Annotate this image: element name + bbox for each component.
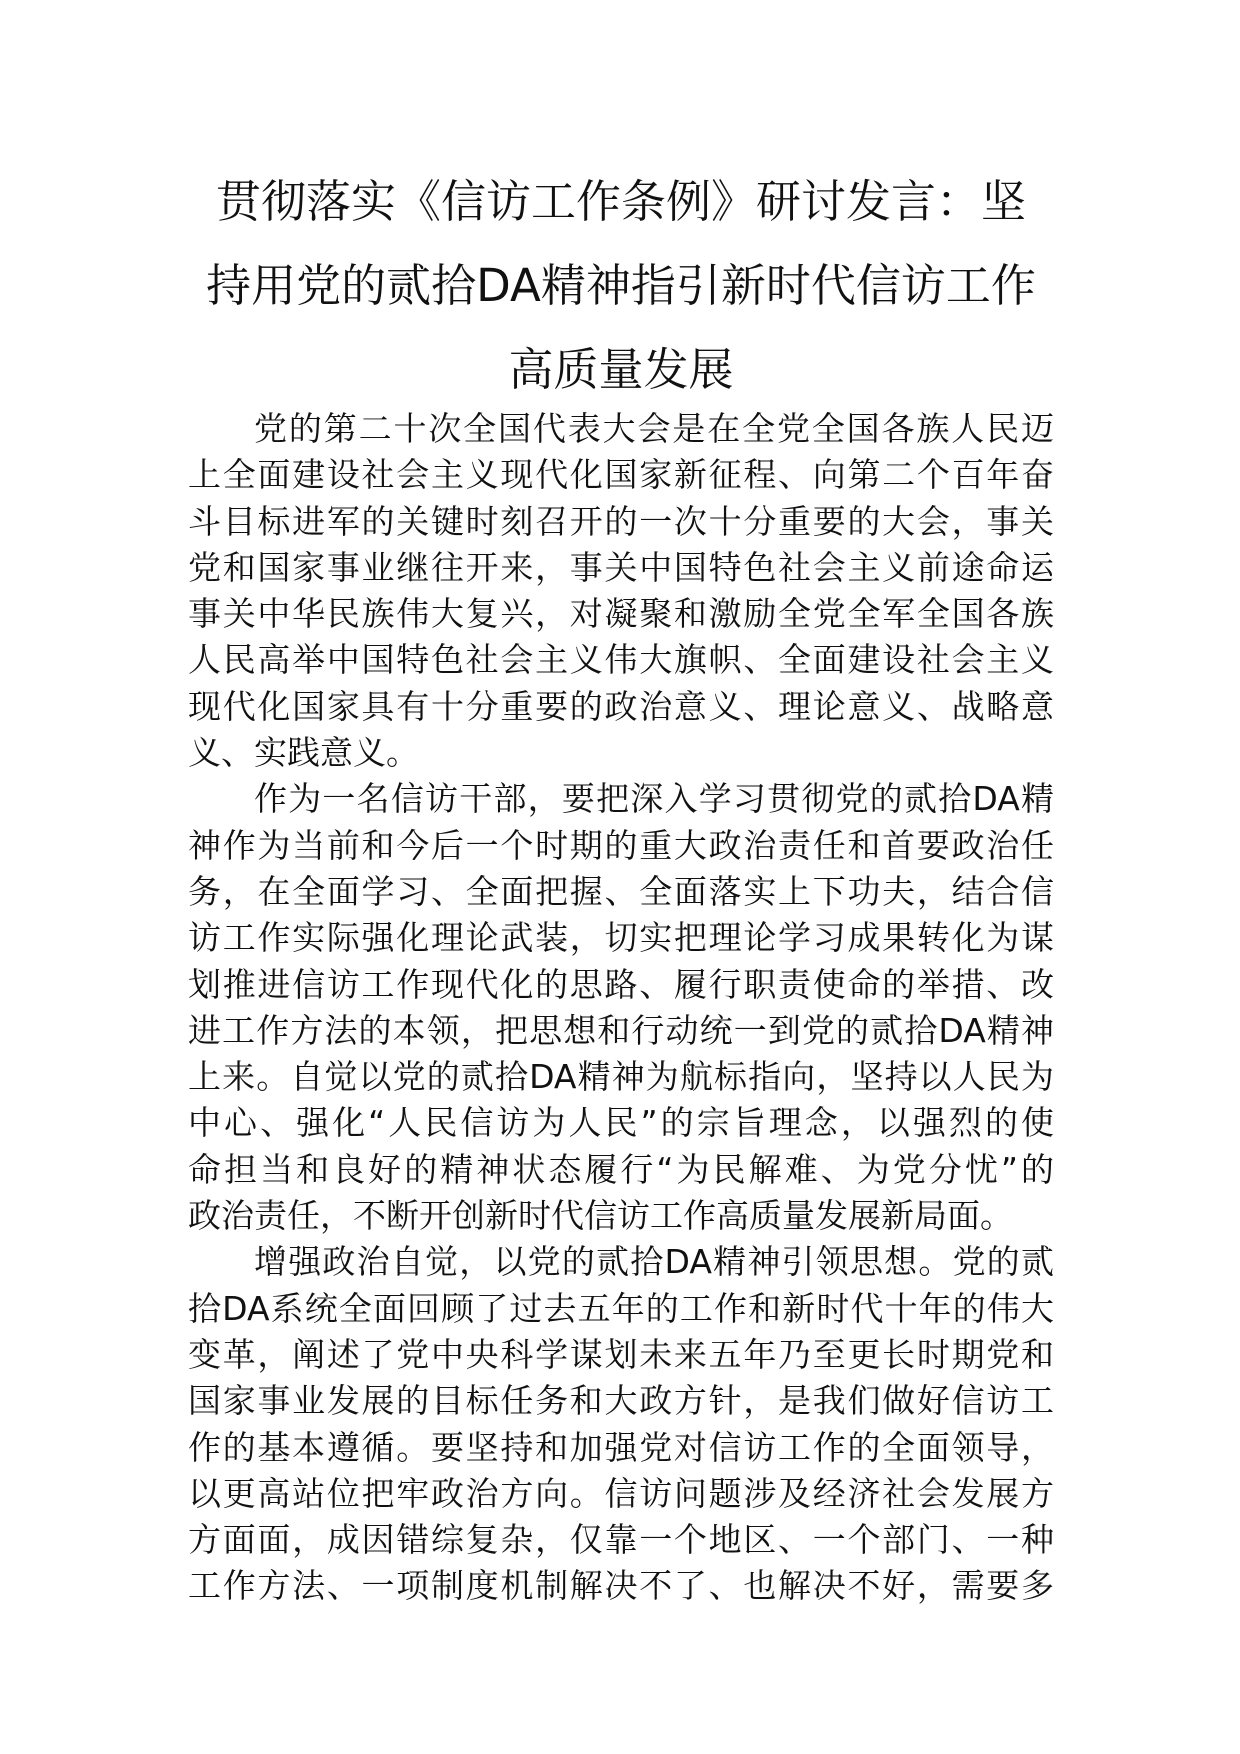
paragraph-line: 政治责任，不断开创新时代信访工作高质量发展新局面。 (188, 1196, 1013, 1236)
paragraph-line: 拾DA系统全面回顾了过去五年的工作和新时代十年的伟大 (188, 1288, 1054, 1328)
paragraph-line: 作的基本遵循。要坚持和加强党对信访工作的全面领导， (188, 1427, 1054, 1467)
paragraph-line: 事关中华民族伟大复兴，对凝聚和激励全党全军全国各族 (188, 594, 1054, 634)
paragraph-line: 增强政治自觉，以党的贰拾DA精神引领思想。党的贰 (254, 1242, 1054, 1282)
paragraph-line: 务，在全面学习、全面把握、全面落实上下功夫，结合信 (188, 871, 1054, 911)
paragraph-line: 工作方法、一项制度机制解决不了、也解决不好，需要多 (188, 1566, 1054, 1606)
document-title (188, 160, 1054, 412)
paragraph-line: 斗目标进军的关键时刻召开的一次十分重要的大会，事关 (188, 501, 1054, 541)
paragraph-line: 党的第二十次全国代表大会是在全党全国各族人民迈 (254, 409, 1054, 448)
paragraph-line: 国家事业发展的目标任务和大政方针，是我们做好信访工 (188, 1381, 1054, 1421)
paragraph-line: 访工作实际强化理论武装，切实把理论学习成果转化为谋 (188, 918, 1054, 958)
paragraph-line: 方面面，成因错综复杂，仅靠一个地区、一个部门、一种 (188, 1520, 1054, 1560)
paragraph-3 (188, 1239, 1054, 1609)
paragraph-line: 命担当和良好的精神状态履行“为民解难、为党分忧”的 (188, 1149, 1054, 1189)
title-line-2: 持用党的贰拾DA精神指引新时代信访工作 (206, 259, 1036, 312)
paragraph-2 (188, 776, 1054, 1239)
title-line-3: 高质量发展 (508, 343, 734, 396)
paragraph-line: 党和国家事业继往开来，事关中国特色社会主义前途命运 (188, 547, 1054, 587)
paragraph-line: 作为一名信访干部，要把深入学习贯彻党的贰拾DA精 (254, 779, 1054, 819)
paragraph-line: 现代化国家具有十分重要的政治意义、理论意义、战略意 (188, 686, 1054, 726)
title-line-1: 贯彻落实《信访工作条例》研讨发言：坚 (215, 175, 1026, 228)
paragraph-1 (188, 406, 1054, 776)
paragraph-line: 划推进信访工作现代化的思路、履行职责使命的举措、改 (188, 964, 1054, 1004)
paragraph-line: 义、实践意义。 (188, 733, 419, 773)
paragraph-line: 上来。自觉以党的贰拾DA精神为航标指向，坚持以人民为 (188, 1057, 1054, 1097)
paragraph-line: 神作为当前和今后一个时期的重大政治责任和首要政治任 (188, 825, 1054, 865)
paragraph-line: 上全面建设社会主义现代化国家新征程、向第二个百年奋 (188, 455, 1054, 495)
paragraph-line: 变革，阐述了党中央科学谋划未来五年乃至更长时期党和 (188, 1334, 1054, 1374)
paragraph-line: 以更高站位把牢政治方向。信访问题涉及经济社会发展方 (188, 1473, 1054, 1513)
paragraph-line: 进工作方法的本领，把思想和行动统一到党的贰拾DA精神 (188, 1010, 1054, 1050)
paragraph-line: 中心、强化“人民信访为人民”的宗旨理念，以强烈的使 (188, 1103, 1054, 1143)
paragraph-line: 人民高举中国特色社会主义伟大旗帜、全面建设社会主义 (188, 640, 1054, 680)
document-body (188, 406, 1054, 1610)
document-page (188, 160, 1054, 1610)
